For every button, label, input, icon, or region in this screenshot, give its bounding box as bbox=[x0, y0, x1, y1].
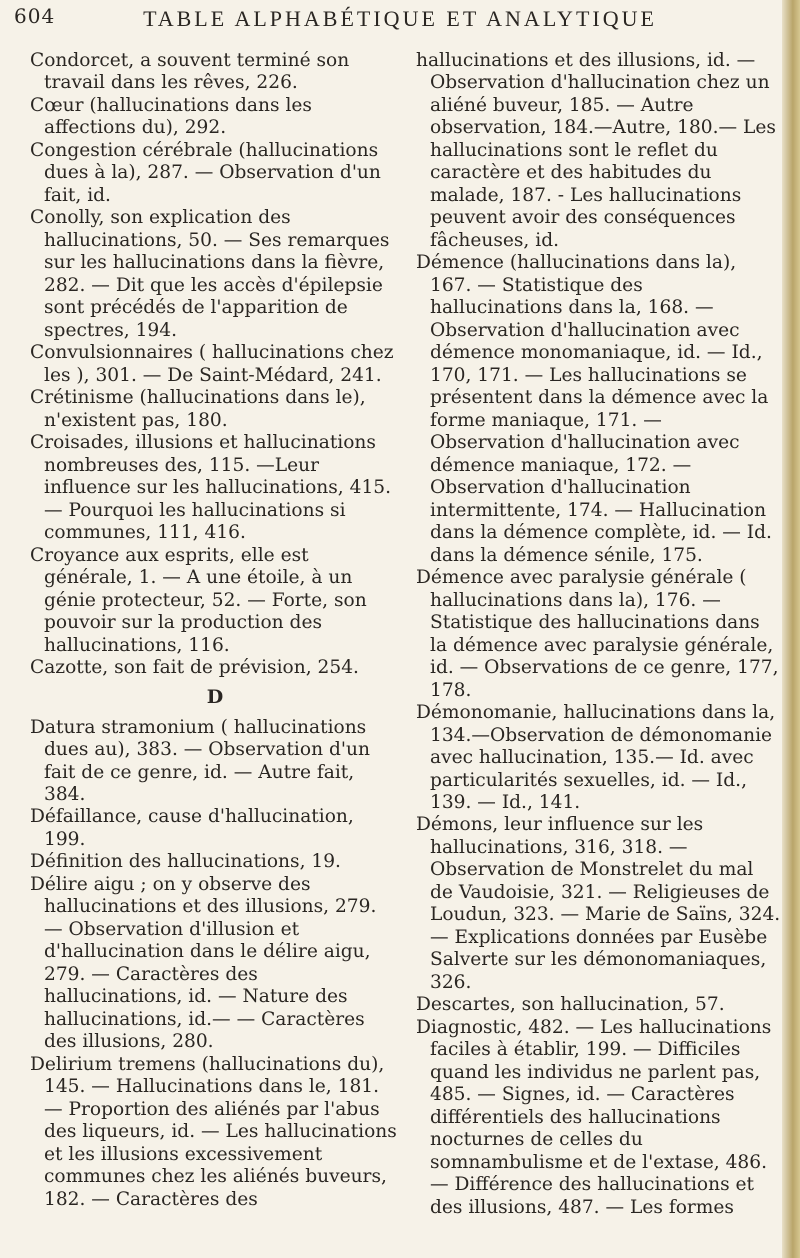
index-column-left bbox=[30, 50, 400, 1211]
index-entry: Croyance aux esprits, elle est générale, 1. — A une étoile, à un génie protecteur, 52. — Forte, son pouvoir sur la production des hallucinations, 116. bbox=[30, 544, 367, 656]
index-entry: Démence avec paralysie générale ( hallucinations dans la), 176. — Statistique des hallucinations dans la démence avec paralysie générale, id. — Observations de ce genre, 177, 178. bbox=[416, 567, 779, 701]
section-letter: D bbox=[206, 685, 224, 708]
index-entry: Cœur (hallucinations dans les affections du), 292. bbox=[30, 94, 312, 139]
index-entry: Crétinisme (hallucinations dans le), n'existent pas, 180. bbox=[30, 387, 366, 431]
index-column-right bbox=[416, 50, 781, 1219]
index-entry: Démence (hallucinations dans la), 167. — Statistique des hallucinations dans la, 168. — Observation d'hallucination avec démence monomaniaque, id. — Id., 170, 171. — Les hallucinations se présentent dans la démence avec la forme maniaque, 171. — Observation d'hallucination avec démence maniaque, 172. — Observation d'hallucination intermittente, 174. — Hallucination dans la démence complète, id. — Id. dans la démence sénile, 175. bbox=[416, 252, 772, 566]
index-entry: Définition des hallucinations, 19. bbox=[30, 851, 341, 873]
running-title: TABLE ALPHABÉTIQUE ET ANALYTIQUE bbox=[143, 6, 657, 31]
index-entry: Datura stramonium ( hallucinations dues au), 383. — Observation d'un fait de ce genre, id. — Autre fait, 384. bbox=[30, 716, 370, 805]
page-number: 604 bbox=[14, 4, 56, 28]
index-entry: Congestion cérébrale (hallucinations dues à la), 287. — Observation d'un fait, id. bbox=[30, 139, 381, 206]
index-entry: Défaillance, cause d'hallucination, 199. bbox=[30, 806, 354, 850]
index-entry: hallucinations et des illusions, id. — Observation d'hallucination chez un aliéné buveur, 185. — Autre observation, 184.—Autre, 180.— Les hallucinations sont le reflet du caractère et des habitudes du malade, 187. - Les hallucinations peuvent avoir des conséquences fâcheuses, id. bbox=[416, 50, 776, 251]
index-entry: Croisades, illusions et hallucinations nombreuses des, 115. —Leur influence sur les hallucinations, 415. — Pourquoi les hallucinations si communes, 111, 416. bbox=[30, 432, 392, 544]
index-entry: Delirium tremens (hallucinations du), 145. — Hallucinations dans le, 181. — Proportion des aliénés par l'abus des liqueurs, id. — Les hallucinations et les illusions excessivement communes chez les aliénés buveurs, 182. — Caractères des bbox=[30, 1053, 397, 1210]
index-entry: Condorcet, a souvent terminé son travail dans les rêves, 226. bbox=[30, 50, 350, 94]
page-edge bbox=[782, 0, 800, 1258]
index-entry: Descartes, son hallucination, 57. bbox=[416, 994, 725, 1016]
index-entry: Démonomanie, hallucinations dans la, 134.—Observation de démonomanie avec hallucination, 135.— Id. avec particularités sexuelles, id. — Id., 139. — Id., 141. bbox=[416, 702, 776, 813]
index-entry: Diagnostic, 482. — Les hallucinations faciles à établir, 199. — Difficiles quand les individus ne parlent pas, 485. — Signes, id. — Caractères différentiels des hallucinations nocturnes de celles du somnambulisme et de l'extase, 486. — Différence des hallucinations et des illusions, 487. — Les formes bbox=[416, 1016, 772, 1218]
index-entry: Cazotte, son fait de prévision, 254. bbox=[30, 657, 359, 679]
index-entry: Démons, leur influence sur les hallucinations, 316, 318. — Observation de Monstrelet du mal de Vaudoisie, 321. — Religieuses de Loudun, 323. — Marie de Saïns, 324. — Explications données par Eusèbe Salverte sur les démonomaniaques, 326. bbox=[416, 814, 781, 993]
index-entry: Convulsionnaires ( hallucinations chez les ), 301. — De Saint-Médard, 241. bbox=[30, 342, 394, 386]
index-entry: Délire aigu ; on y observe des hallucinations et des illusions, 279. — Observation d'illusion et d'hallucination dans le délire aigu, 279. — Caractères des hallucinations, id. — Nature des hallucinations, id.— — Caractères des illusions, 280. bbox=[30, 873, 377, 1053]
index-entry: Conolly, son explication des hallucinations, 50. — Ses remarques sur les hallucinations dans la fièvre, 282. — Dit que les accès d'épilepsie sont précédés de l'apparition de spectres, 194. bbox=[30, 207, 390, 341]
